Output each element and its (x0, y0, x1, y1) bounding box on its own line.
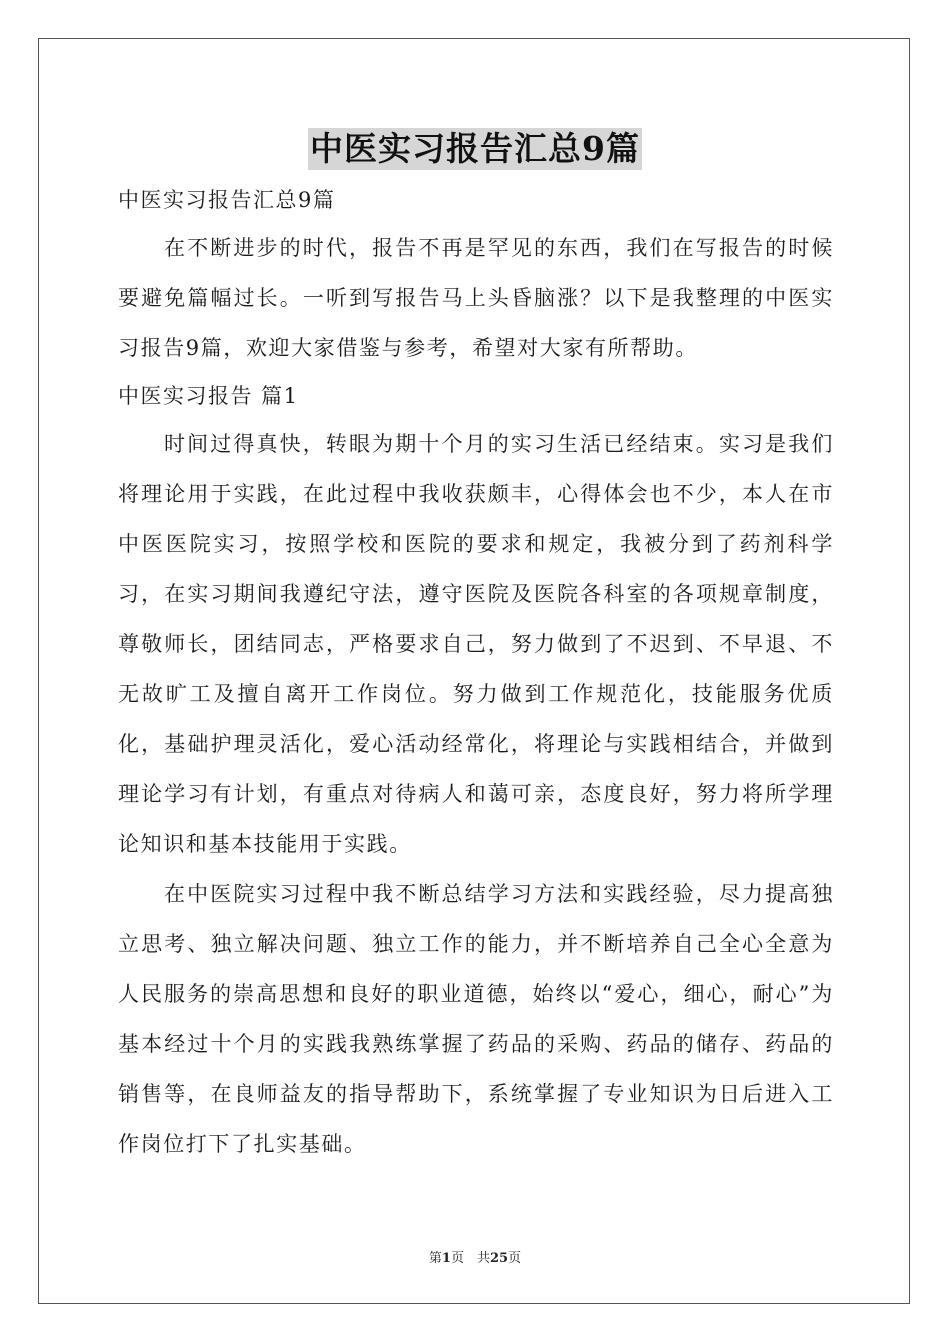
document-title: 中医实习报告汇总9篇 (310, 129, 640, 168)
page-footer (0, 1247, 950, 1266)
section-heading: 中医实习报告 篇1 (118, 384, 299, 408)
body-paragraph: 时间过得真快，转眼为期十个月的实习生活已经结束。实习是我们将理论用于实践，在此过程中我收获颇丰，心得体会也不少，本人在市中医医院实习，按照学校和医院的要求和规定，我被分到了药剂科学习，在实习期间我遵纪守法，遵守医院及医院各科室的各项规章制度，尊敬师长，团结同志，严格要求自己，努力做到了不迟到、不早退、不无故旷工及擅自离开工作岗位。努力做到工作规范化，技能服务优质化，基础护理灵活化，爱心活动经常化，将理论与实践相结合，并做到理论学习有计划，有重点对待病人和蔼可亲，态度良好，努力将所学理论知识和基本技能用于实践。 (118, 432, 834, 856)
total-page-number: 25 (489, 1251, 509, 1266)
document-body (118, 177, 834, 1169)
document-subtitle: 中医实习报告汇总9篇 (118, 188, 336, 212)
intro-paragraph: 在不断进步的时代，报告不再是罕见的东西，我们在写报告的时候要避免篇幅过长。一听到写报告马上头昏脑涨？以下是我整理的中医实习报告9篇，欢迎大家借鉴与参考，希望对大家有所帮助。 (118, 236, 834, 360)
footer-prefix: 第 (428, 1251, 442, 1266)
footer-middle: 页 共 (450, 1251, 490, 1266)
current-page-number: 1 (441, 1251, 451, 1266)
title-wrap (0, 128, 950, 170)
body-paragraph: 在中医院实习过程中我不断总结学习方法和实践经验，尽力提高独立思考、独立解决问题、独立工作的能力，并不断培养自己全心全意为人民服务的崇高思想和良好的职业道德，始终以“爱心，细心，耐心”为基本经过十个月的实践我熟练掌握了药品的采购、药品的储存、药品的销售等，在良师益友的指导帮助下，系统掌握了专业知识为日后进入工作岗位打下了扎实基础。 (118, 882, 834, 1156)
footer-suffix: 页 (508, 1251, 522, 1266)
